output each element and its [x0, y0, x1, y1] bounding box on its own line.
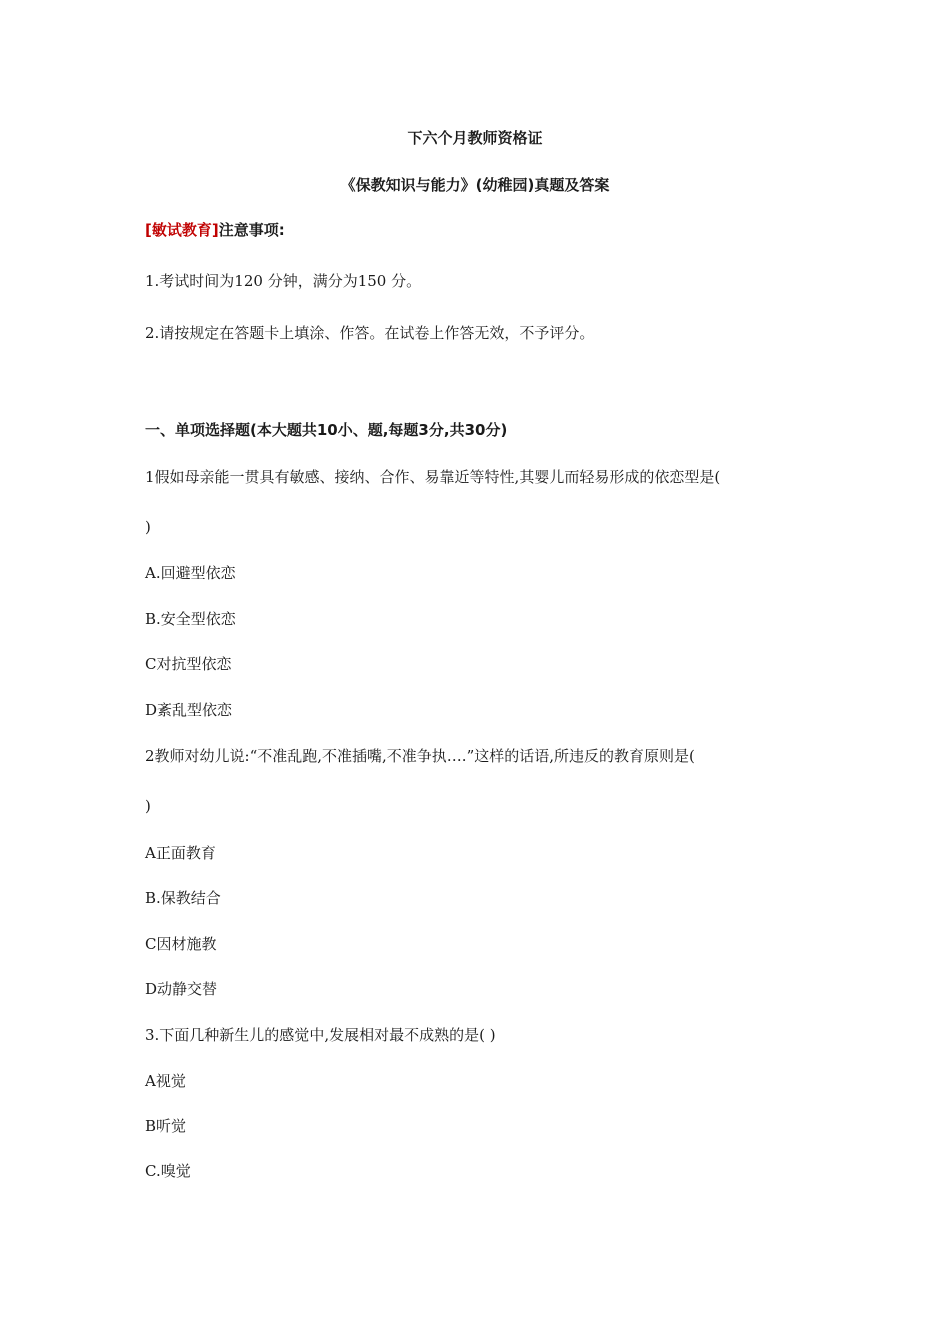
notice-heading: 注意事项:: [218, 221, 285, 239]
doc-title-line1: 下六个月教师资格证: [407, 129, 543, 147]
notice-item: 2.请按规定在答题卡上填涂、作答。在试卷上作答无效，不予评分。: [145, 324, 595, 342]
answer-option: A正面教育: [145, 844, 216, 862]
notice-heading-row: [145, 220, 285, 240]
doc-title-line2: 《保教知识与能力》(幼稚园)真题及答案: [340, 176, 610, 194]
answer-option: C对抗型依恋: [145, 655, 232, 673]
question-stem: 1假如母亲能一贯具有敏感、接纳、合作、易靠近等特性,其婴儿而轻易形成的依恋型是(: [145, 468, 721, 486]
answer-option: B.安全型依恋: [145, 610, 236, 628]
question-stem: 2教师对幼儿说:“不准乱跑,不准插嘴,不准争执….”这样的话语,所违反的教育原则是(: [145, 747, 695, 765]
answer-option: D紊乱型依恋: [145, 701, 233, 719]
answer-option: A.回避型依恋: [145, 564, 236, 582]
answer-option: C因材施教: [145, 935, 217, 953]
question-stem: 3.下面几种新生儿的感觉中,发展相对最不成熟的是( ): [145, 1026, 496, 1044]
answer-option: B听觉: [145, 1117, 187, 1135]
answer-option: C.嗅觉: [145, 1162, 191, 1180]
brand-label: [敏试教育]: [145, 221, 219, 239]
question-stem-continued: ): [145, 797, 151, 815]
question-stem-continued: ): [145, 518, 151, 536]
notice-item: 1.考试时间为120 分钟，满分为150 分。: [145, 272, 422, 290]
section-title: 一、单项选择题(本大题共10小、题,每题3分,共30分): [145, 421, 508, 439]
answer-option: D动静交替: [145, 980, 218, 998]
answer-option: B.保教结合: [145, 889, 221, 907]
answer-option: A视觉: [145, 1072, 186, 1090]
